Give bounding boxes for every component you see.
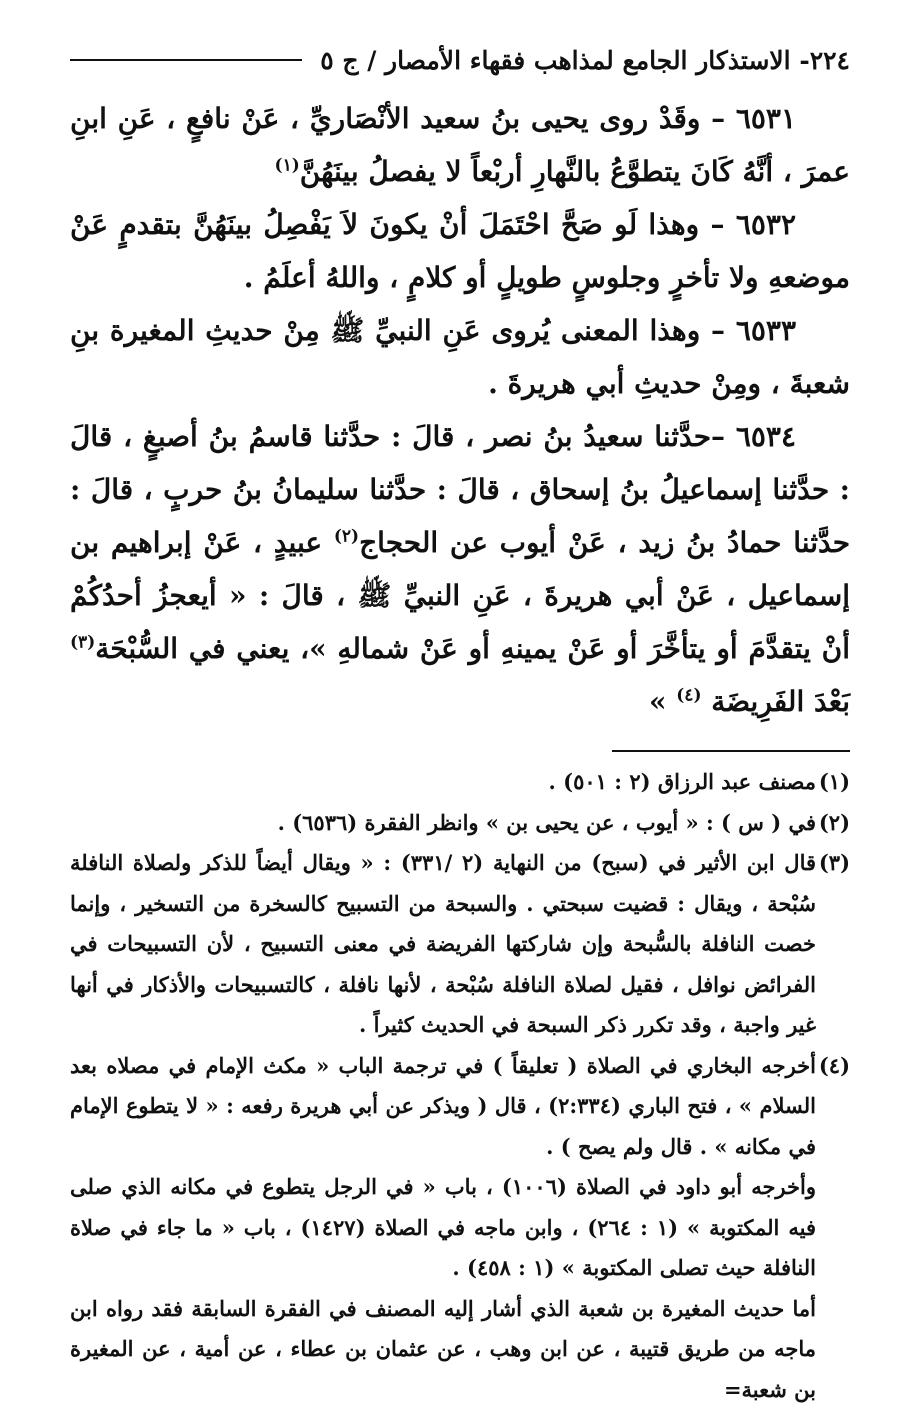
footnote-ref[interactable]: (٢) <box>334 527 359 547</box>
footnote-ref[interactable]: (٣) <box>70 633 95 653</box>
paragraph-6532: ٦٥٣٢ – وهذا لَو صَحَّ احْتَمَلَ أنْ يكونَ لاَ يَفْصِلُ بينَهُنَّ بتقدمٍ عَنْ موضعهِ ولا تأخرٍ وجلوسٍ طويلٍ أو كلامٍ ، واللهُ أعلَمُ . <box>70 198 850 304</box>
footnote-text: مصنف عبد الرزاق (٢ : ٥٠١) . <box>549 769 816 794</box>
document-page <box>70 40 850 1410</box>
main-text <box>70 92 850 728</box>
footnote-ref[interactable]: (٤) <box>676 686 701 706</box>
footnote-3 <box>70 843 850 1046</box>
footnotes <box>70 762 850 1410</box>
footnote-ref[interactable]: (١) <box>275 156 300 176</box>
page-header-title: ٢٢٤- الاستذكار الجامع لمذاهب فقهاء الأمصار / ج ٥ <box>320 46 850 75</box>
footnote-1 <box>70 762 850 803</box>
footnote-text: قال ابن الأثير في (سبح) من النهاية (٢ /٣٣١) : « ويقال أيضاً للذكر ولصلاة النافلة سُبْحة ، ويقال : قضيت سبحتي . والسبحة من التسبيح كالسخرة من التسخير ، وإنما خصت النافلة بالسُّبحة وإن شاركتها الفريضة في معنى التسبيح ، لأن التسبيحات في الفرائض نوافل ، فقيل لصلاة النافلة سُبْحة ، لأنها نافلة ، كالتسبيحات والأذكار في أنها غير واجبة ، وقد تكرر ذكر السبحة في الحديث كثيراً . <box>70 850 816 1037</box>
paragraph-6531: ٦٥٣١ – وقَدْ روى يحيى بنُ سعيد الأنْصَاريِّ ، عَنْ نافعٍ ، عَنِ ابنِ عمرَ ، أنَّهُ كَانَ يتطوَّعُ بالنَّهارِ أربْعاً لا يفصلُ بينَهُنَّ$^{(١)}$ <box>70 92 850 198</box>
footnote-text: أخرجه البخاري في الصلاة ( تعليقاً ) في ترجمة الباب « مكث الإمام في مصلاه بعد السلام » ، فتح الباري (٢:٣٣٤) ، قال ( ويذكر عن أبي هريرة رفعه : « لا يتطوع الإمام في مكانه » . قال ولم يصح ) . <box>70 1053 816 1159</box>
footnote-number: (٤) <box>819 1046 850 1087</box>
footnote-2 <box>70 803 850 844</box>
running-header <box>70 40 850 80</box>
footnote-number: (٣) <box>819 843 850 884</box>
footnote-continuation <box>70 1289 850 1410</box>
footnote-number: (١) <box>819 762 850 803</box>
footnote-4 <box>70 1046 850 1168</box>
footnote-separator <box>612 750 850 752</box>
paragraph-6533: ٦٥٣٣ – وهذا المعنى يُروى عَنِ النبيِّ ﷺ مِنْ حديثِ المغيرة بنِ شعبةَ ، ومِنْ حديثِ أبي هريرةَ . <box>70 304 850 410</box>
footnote-text: أما حديث المغيرة بن شعبة الذي أشار إليه المصنف في الفقرة السابقة فقد رواه ابن ماجه من طريق قتيبة ، عن ابن وهب ، عن عثمان بن عطاء ، عن أمية ، عن المغيرة بن شعبة= <box>70 1296 816 1402</box>
footnote-text: وأخرجه أبو داود في الصلاة (١٠٠٦) ، باب « في الرجل يتطوع في مكانه الذي صلى فيه المكتوبة » (١ : ٢٦٤) ، وابن ماجه في الصلاة (١٤٢٧) ، باب « ما جاء في صلاة النافلة حيث تصلى المكتوبة » (١ : ٤٥٨) . <box>70 1174 816 1280</box>
footnote-text: في ( س ) : « أيوب ، عن يحيى بن » وانظر الفقرة (٦٥٣٦) . <box>278 810 816 835</box>
paragraph-6534: ٦٥٣٤ –حدَّثنا سعيدُ بنُ نصر ، قالَ : حدَّثنا قاسمُ بنُ أصبغٍ ، قالَ : حدَّثنا إسماعيلُ بنُ إسحاق ، قالَ : حدَّثنا سليمانُ بنُ حربٍ ، قالَ : حدَّثنا حمادُ بنُ زيد ، عَنْ أيوب عن الحجاج$^{(٢)}$ عبيدٍ ، عَنْ إبراهيم بن إسماعيل ، عَنْ أبي هريرةَ ، عَنِ النبيِّ ﷺ ، قالَ : « أيعجزُ أحدُكُمْ أنْ يتقدَّمَ أو يتأخَّرَ أو عَنْ يمينهِ أو عَنْ شمالهِ »، يعني في السُّبْحَة$^{(٣)}$ بَعْدَ الفَرِيضَة $^{(٤)}$ » <box>70 410 850 728</box>
header-rule <box>70 59 302 61</box>
footnote-continuation <box>70 1167 850 1289</box>
footnote-number: (٢) <box>819 803 850 844</box>
